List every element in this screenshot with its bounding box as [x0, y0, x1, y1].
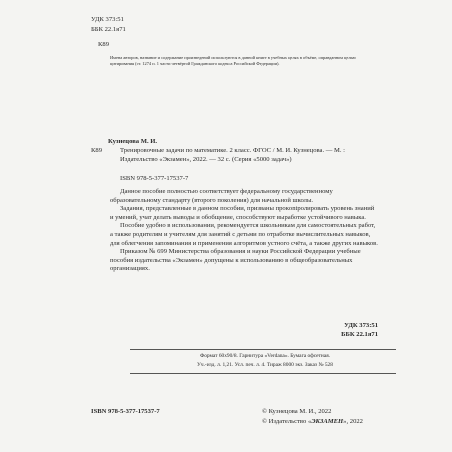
header-udk: УДК 373:51 — [91, 16, 124, 23]
annotation-paragraph: Данное пособие полностью соответствует федеральному государственному образовательному стандарту (второго поколения) для начальной школы. — [110, 188, 333, 204]
catalog-author: Кузнецова М. И. — [108, 138, 158, 145]
imprint-line-1: Формат 60х90/8. Гарнитура «Verdana». Бумага офсетная. — [199, 353, 331, 359]
footer-copyright-publisher — [262, 418, 363, 427]
footer-copyright-author: © Кузнецова М. И., 2022 — [262, 408, 332, 415]
catalog-description: Тренировочные задачи по математике. 2 класс. ФГОС / М. И. Кузнецова. — М. : Издательство «Экзамен», 2022. — 32 с. (Серия «5000 задач») — [120, 147, 345, 163]
publisher-logo-text: ЭКЗАМЕН — [311, 418, 344, 425]
annotation-paragraph: Задания, представленные в данном пособии, призваны прокontролировать уровень знаний и умений, учат делать выводы и обобщение, способствуют выработке устойчивого навыка. — [110, 205, 375, 221]
imprint-top-rule — [130, 349, 396, 350]
catalog-udk: УДК 373:51 — [344, 322, 378, 329]
catalog-bbk: ББК 22.1я71 — [341, 331, 378, 338]
catalog-annotation — [110, 188, 378, 274]
header-bbk: ББК 22.1я71 — [91, 26, 126, 33]
annotation-paragraph: Приказом № 699 Министерства образования и науки Российской Федерации учебные пособия издательства «Экзамен» допущены к использованию в общеобразовательных организациях. — [110, 248, 361, 273]
footer-isbn: ISBN 978-5-377-17537-7 — [91, 408, 160, 415]
header-author-mark: К89 — [98, 41, 109, 48]
publisher-suffix: », 2022 — [343, 418, 363, 425]
catalog-mark: К89 — [91, 147, 102, 154]
publisher-prefix: © Издательство « — [262, 418, 312, 425]
catalog-isbn: ISBN 978-5-377-17537-7 — [120, 175, 189, 182]
annotation-paragraph: Пособие удобно в использовании, рекомендуется школьникам для самостоятельных работ, а также родителям и учителям для занятий с детьми по отработке вычислительных навыков, для облегчения запоминания и применения алгоритмов устного счёта, а также других навыков. — [110, 222, 378, 247]
copyright-notice: Имена авторов, название и содержание произведений используются в данной книге в учебных целях в объёме, оправданном целью цитирования (ст. 1274 п. 1 части четвёртой Гражданского кодекса Российской Федерации). — [110, 55, 356, 66]
imprint-bottom-rule — [130, 373, 396, 374]
imprint-line-2: Уч.-изд. л. 1,21. Усл. печ. л. 4. Тираж 8000 экз. Заказ № 528 — [197, 362, 333, 368]
